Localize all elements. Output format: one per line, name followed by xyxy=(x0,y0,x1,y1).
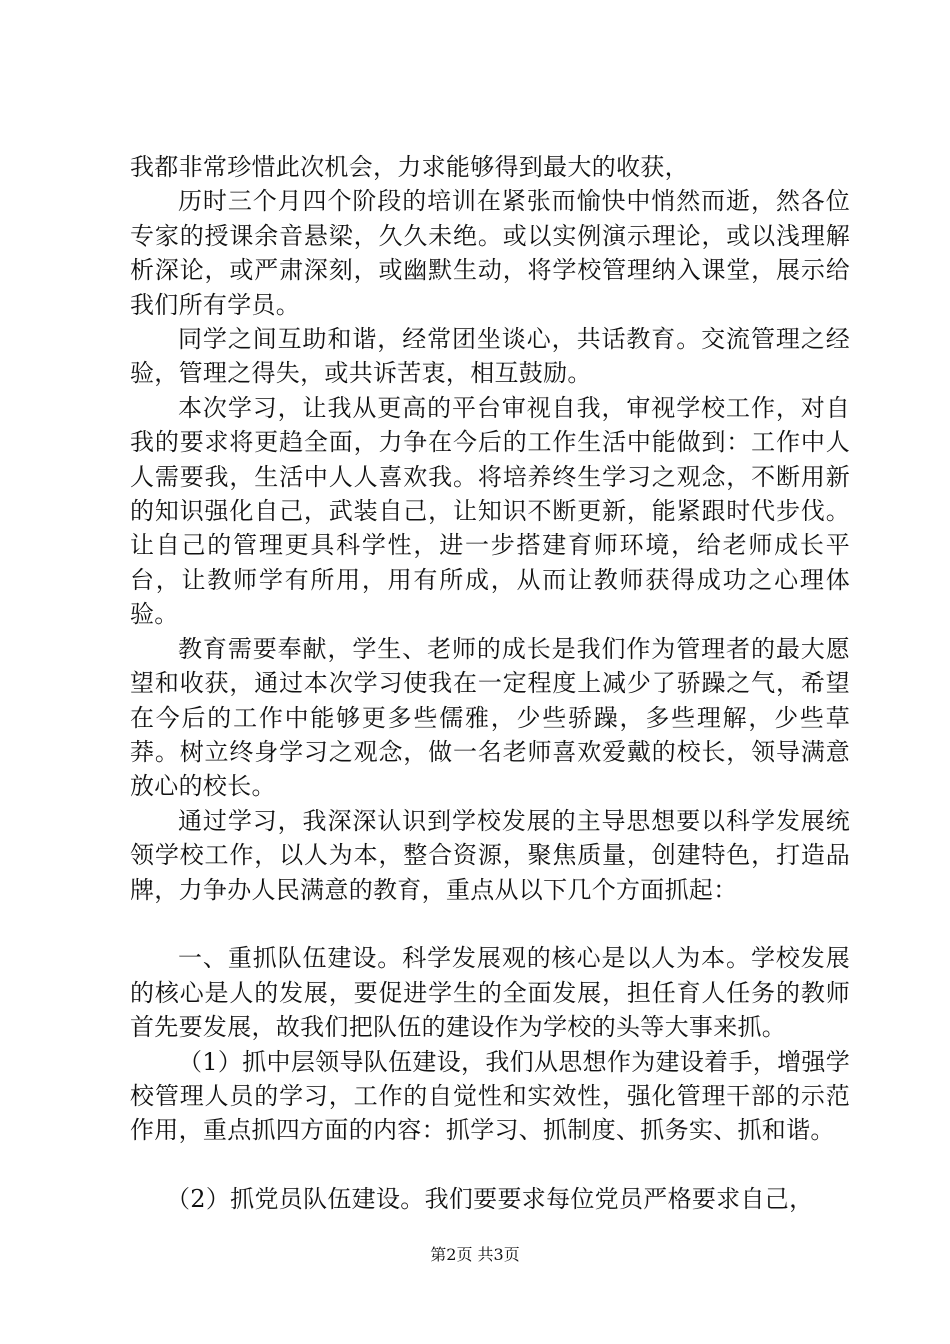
paragraph-5: 教育需要奉献，学生、老师的成长是我们作为管理者的最大愿望和收获，通过本次学习使我在一定程度上减少了骄躁之气，希望在今后的工作中能够更多些儒雅，少些骄躁，多些理解，少些草莽。树立终身学习之观念，做一名老师喜欢爱戴的校长，领导满意放心的校长。 xyxy=(130,634,850,801)
paragraph-3: 同学之间互助和谐，经常团坐谈心，共话教育。交流管理之经验，管理之得失，或共诉苦衷，相互鼓励。 xyxy=(130,325,850,388)
paragraph-4: 本次学习，让我从更高的平台审视自我，审视学校工作，对自我的要求将更趋全面，力争在今后的工作生活中能做到：工作中人人需要我，生活中人人喜欢我。将培养终生学习之观念，不断用新的知识强化自己，武装自己，让知识不断更新，能紧跟时代步伐。让自己的管理更具科学性，进一步搭建育师环境，给老师成长平台，让教师学有所用，用有所成，从而让教师获得成功之心理体验。 xyxy=(130,393,850,629)
paragraph-7: 一、重抓队伍建设。科学发展观的核心是以人为本。学校发展的核心是人的发展，要促进学生的全面发展，担任育人任务的教师首先要发展，故我们把队伍的建设作为学校的头等大事来抓。 xyxy=(130,944,850,1042)
paragraph-2: 历时三个月四个阶段的培训在紧张而愉快中悄然而逝，然各位专家的授课余音悬梁，久久未绝。或以实例演示理论，或以浅理解析深论，或严肃深刻，或幽默生动，将学校管理纳入课堂，展示给我们所有学员。 xyxy=(130,187,850,319)
paragraph-1: 我都非常珍惜此次机会，力求能够得到最大的收获， xyxy=(130,153,689,181)
paragraph-8: （1）抓中层领导队伍建设，我们从思想作为建设着手，增强学校管理人员的学习，工作的自觉性和实效性，强化管理干部的示范作用，重点抓四方面的内容：抓学习、抓制度、抓务实、抓和谐。 xyxy=(130,1047,850,1145)
paragraph-spacer xyxy=(130,907,850,941)
document-body xyxy=(130,150,850,1217)
paragraph-spacer xyxy=(130,1148,850,1182)
page-footer: 第2页 共3页 xyxy=(430,1245,520,1264)
paragraph-9: （2）抓党员队伍建设。我们要要求每位党员严格要求自己， xyxy=(166,1185,814,1214)
paragraph-6: 通过学习，我深深认识到学校发展的主导思想要以科学发展统领学校工作，以人为本，整合资源，聚焦质量，创建特色，打造品牌，力争办人民满意的教育，重点从以下几个方面抓起： xyxy=(130,806,850,904)
